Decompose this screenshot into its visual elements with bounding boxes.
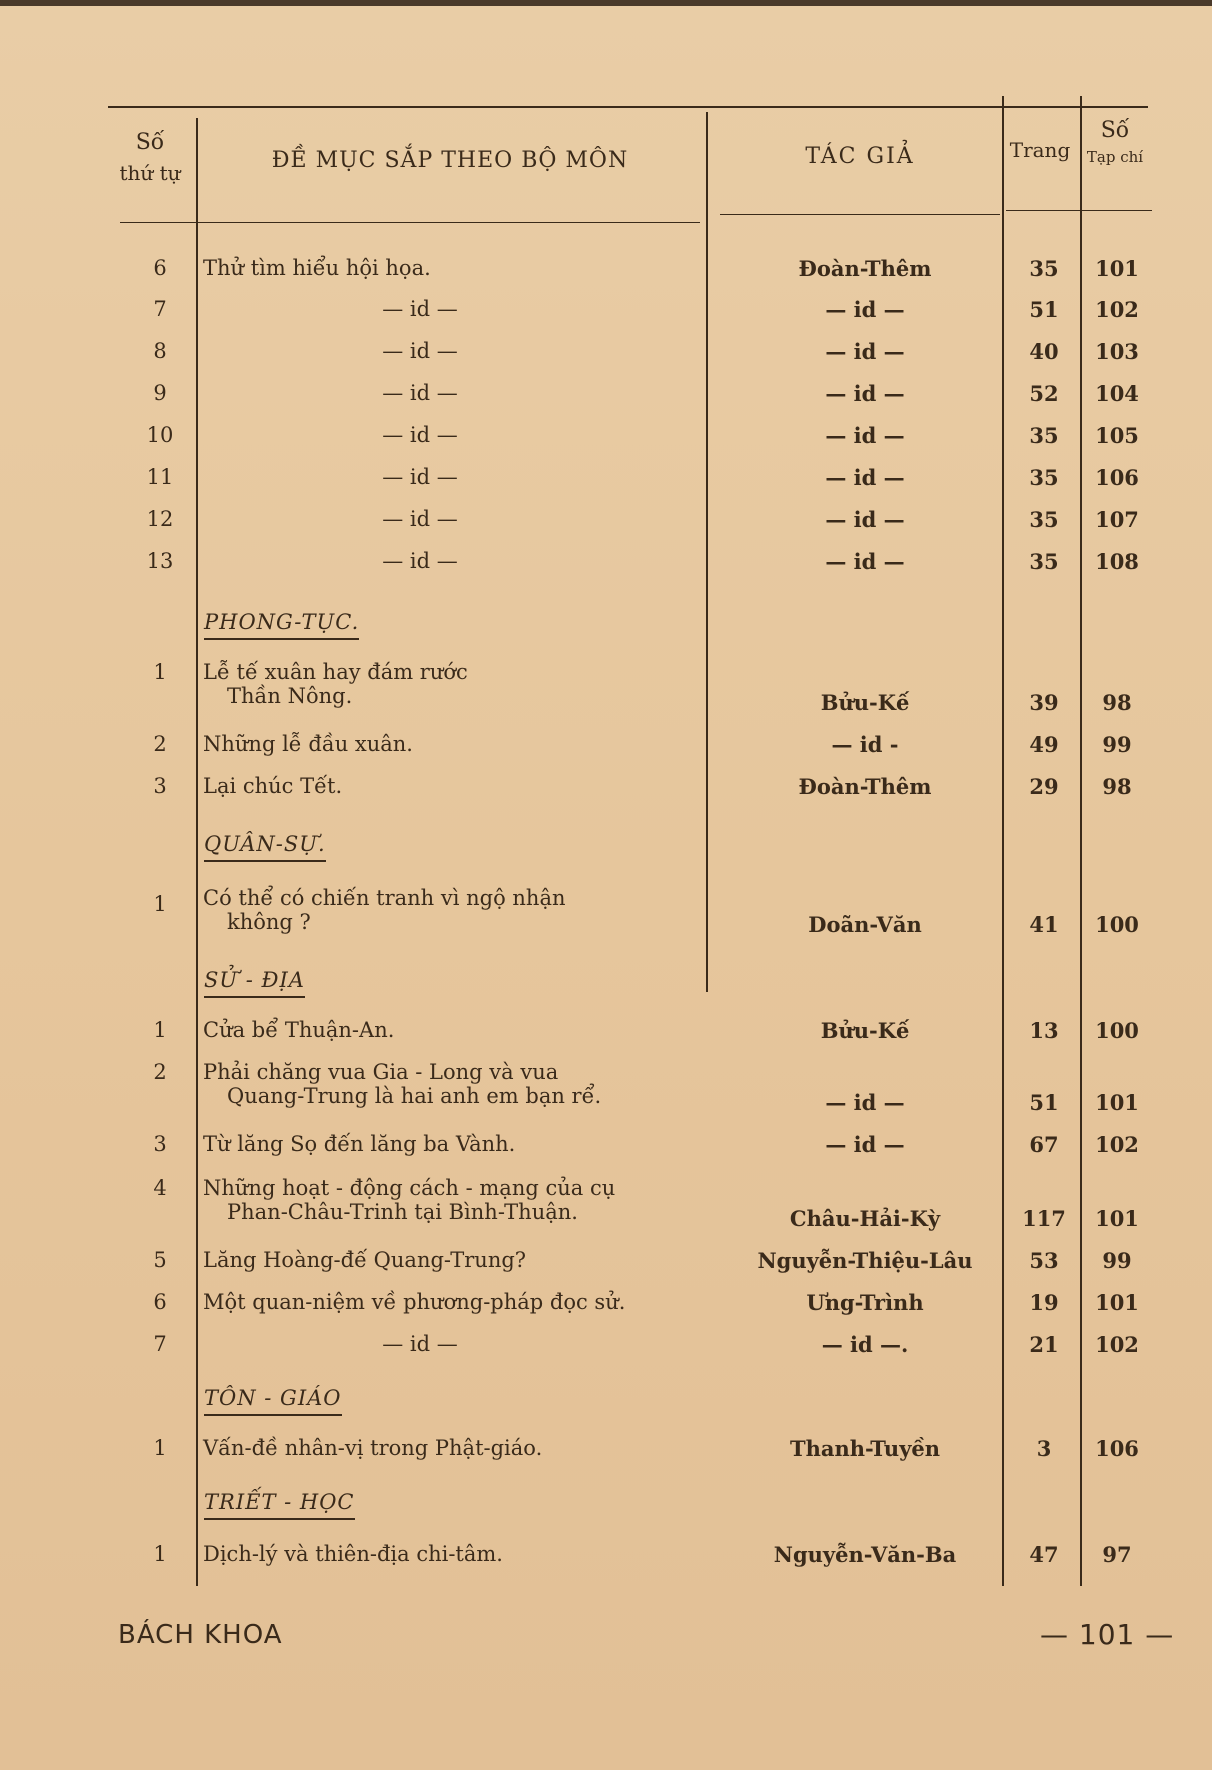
section-heading-ton-giao: TÔN - GIÁO — [204, 1386, 342, 1416]
footer-page-number: — 101 — — [1040, 1618, 1175, 1651]
header-issue: Số Tạp chí — [1086, 118, 1144, 166]
header-bottom-rule-right — [1006, 210, 1152, 211]
index-table: Số thứ tự ĐỀ MỤC SẮP THEO BỘ MÔN TÁC GIẢ Trang Số Tạp chí 6 Thử tìm hiểu hội họa. Đoàn-Thêm 35 101 7 — id — — id — 51 102 8 — id — — id — 40 103 9 — id — — id — 52 104 10 — id — — id — 35 105 11 — id — — id — 35 106 12 — id — — id — 35 107 13 — id — — id — 35 108 PHONG-TỤC. 1 Lễ tế xuân hay đám rước Thần Nông. Bửu-Kế 39 98 2 Những lễ đầu xuân. — id - 49 99 3 Lại chúc Tết. Đoàn-Thêm 29 98 QUÂN-SỰ. 1 Có thể có chiến tranh vì ngộ nhận không ? Doãn-Văn 41 100 SỬ - ĐỊA 1 Cửa bể Thuận-An. Bửu-Kế 13 100 2 Phải chăng vua Gia - Long và vua Quang-Trung là hai anh em bạn rể. — id — 51 101 3 Từ lăng Sọ đến lăng ba Vành. — id — 67 102 4 Những hoạt - động cách - mạng của cụ Phan-Châu-Trinh tại Bình-Thuận. Châu-Hải-Kỳ 117 101 5 Lăng Hoàng-đế Quang-Trung? Nguyễn-Thiệu-Lâu 53 99 6 Một quan-niệm về phương-pháp đọc sử. Ưng-Trình 19 101 7 — id — — id —. 21 102 TÔN - GIÁO 1 Vấn-đề nhân-vị trong Phật-giáo. Thanh-Tuyền 3 106 TRIẾT - HỌC 1 Dịch-lý và thiên-địa chi-tâm. Nguyễn-Văn-Ba 47 97 — [0, 0, 1212, 1770]
section-heading-phong-tuc: PHONG-TỤC. — [204, 610, 359, 640]
header-bottom-rule-left — [120, 222, 700, 223]
header-bottom-rule-author — [720, 214, 1000, 215]
section-heading-triet-hoc: TRIẾT - HỌC — [204, 1490, 355, 1520]
header-number: Số thứ tự — [119, 130, 181, 185]
footer-magazine-name: BÁCH KHOA — [118, 1620, 283, 1650]
header-top-rule — [108, 106, 1148, 108]
header-page: Trang — [1009, 138, 1071, 162]
section-heading-quan-su: QUÂN-SỰ. — [204, 832, 326, 862]
section-heading-su-dia: SỬ - ĐỊA — [204, 968, 305, 998]
header-title: ĐỀ MỤC SẮP THEO BỘ MÔN — [271, 148, 629, 173]
header-author: TÁC GIẢ — [805, 144, 915, 169]
col-line-2 — [706, 112, 708, 992]
